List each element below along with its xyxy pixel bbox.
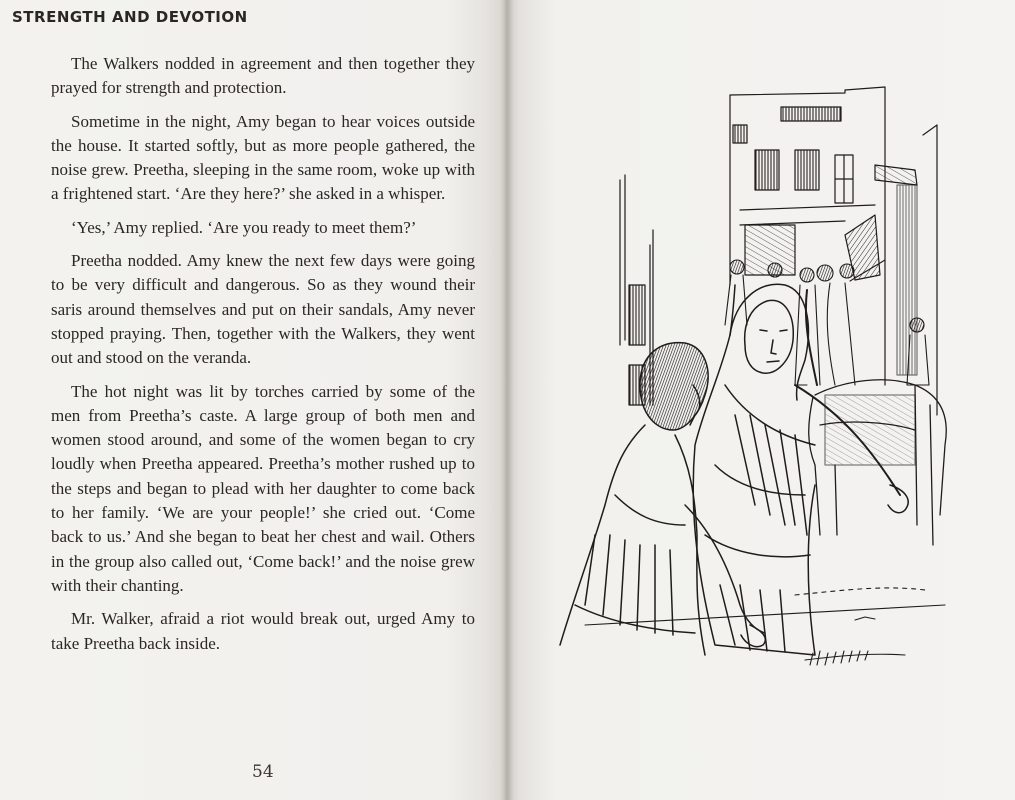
book-gutter bbox=[500, 0, 514, 800]
paragraph: The hot night was lit by torches carried by some of the men from Preetha’s caste. A large group of both men and women stood around, and some of the women began to cry loudly when Preetha appeared. Preetha’s mother rushed up to the steps and began to plead with her daughter to come back to her family. ‘We are your people!’ she cried out. ‘Come back to us.’ And she began to beat her chest and wail. Others in the group also called out, ‘Come back!’ and the noise grew with their chanting. bbox=[51, 381, 475, 595]
paragraph: Preetha nodded. Amy knew the next few days were going to be very difficult and dangerous. So as they wound their saris around themselves and put on their sandals, Amy never stopped praying. Then, together with the Walkers, they went out and stood on the veranda. bbox=[51, 251, 475, 368]
paragraph: Sometime in the night, Amy began to hear voices outside the house. It started softly, but as more people gathered, the noise grew. Preetha, sleeping in the same room, woke up with a frightened start. ‘Are they here?’ she asked in a whisper. bbox=[51, 111, 475, 204]
woman-in-sari bbox=[693, 284, 908, 655]
girl-figure bbox=[560, 343, 765, 655]
paragraph: ‘Yes,’ Amy replied. ‘Are you ready to meet them?’ bbox=[71, 217, 417, 237]
body-text bbox=[51, 52, 475, 665]
left-page bbox=[0, 0, 505, 800]
street-scene-illustration bbox=[545, 85, 965, 685]
running-head: STRENGTH AND DEVOTION bbox=[12, 8, 248, 26]
paragraph: Mr. Walker, afraid a riot would break out, urged Amy to take Preetha back inside. bbox=[51, 609, 475, 653]
page-number: 54 bbox=[252, 762, 274, 782]
paragraph: The Walkers nodded in agreement and then together they prayed for strength and protection. bbox=[51, 54, 475, 98]
